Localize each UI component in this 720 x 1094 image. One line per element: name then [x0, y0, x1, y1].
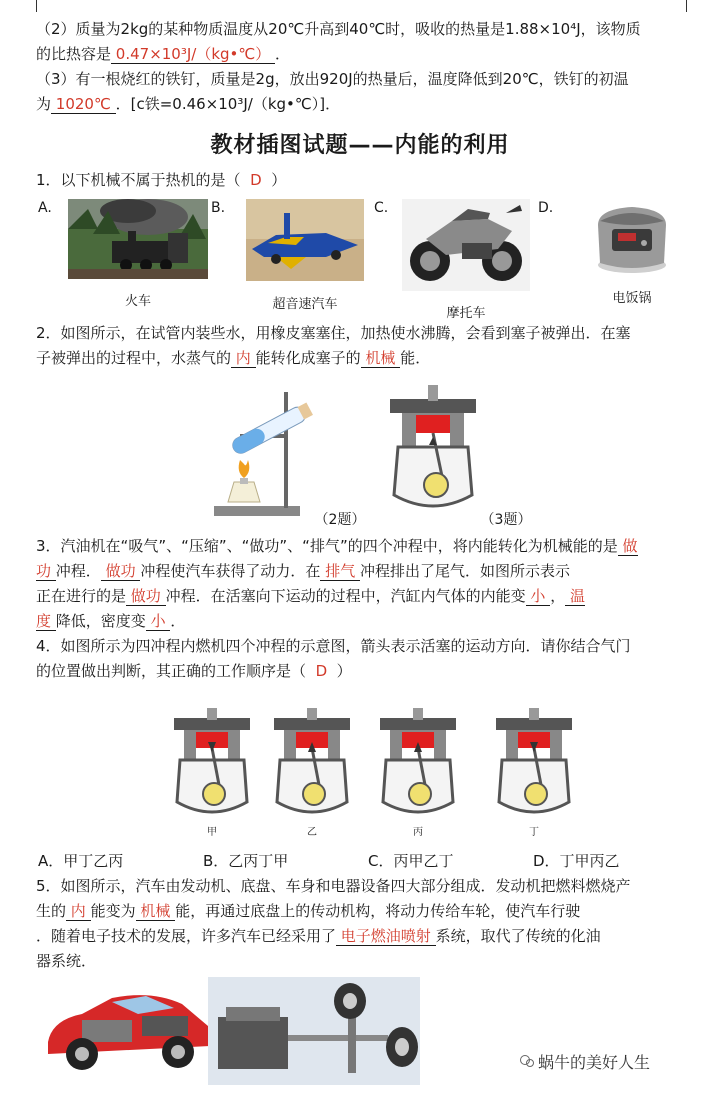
text: ） — [336, 662, 352, 680]
answer-blank — [320, 562, 360, 581]
question-5-answer-3: 电子燃油喷射 — [340, 927, 431, 945]
problem-2-line2 — [36, 42, 704, 67]
question-3-answer-6a: 温 — [569, 587, 585, 605]
question-3-line4 — [36, 609, 704, 634]
text: 冲程排出了尾气．如图所示表示 — [359, 562, 570, 580]
question-3-answer-2: 做功 — [105, 562, 136, 580]
question-2-line2 — [36, 346, 704, 371]
answer-initial-temperature: 1020℃ — [55, 95, 111, 113]
question-3-answer-1a: 做 — [622, 537, 638, 555]
question-5-line2 — [36, 899, 704, 924]
answer-blank — [36, 612, 56, 631]
answer-blank — [526, 587, 551, 606]
text: 为 — [36, 95, 52, 113]
answer-blank — [51, 95, 116, 114]
question-5-line3 — [36, 924, 704, 949]
question-3-answer-5: 小 — [530, 587, 546, 605]
answer-blank — [231, 349, 256, 368]
text: 生的 — [36, 902, 67, 920]
choice-b: B．乙丙丁甲 — [203, 852, 289, 870]
option-c-letter: C. — [374, 200, 389, 216]
question-2-paragraph — [36, 321, 704, 371]
motorcycle-photo — [402, 199, 530, 291]
engine-label-2: 乙 — [307, 827, 317, 838]
question-3-paragraph — [36, 534, 704, 634]
option-c-caption: 摩托车 — [446, 306, 486, 321]
option-d-letter: D. — [538, 200, 554, 216]
text: ．[c铁=0.46×10³J/（kg•℃）]． — [115, 95, 341, 113]
answer-specific-heat: 0.47×10³J/（kg•℃） — [115, 45, 271, 63]
rice-cooker-photo — [592, 199, 672, 277]
question-4-paragraph — [36, 634, 704, 684]
answer-blank — [336, 927, 436, 946]
text: 能变为 — [90, 902, 136, 920]
text: ） — [271, 171, 287, 189]
text: ． — [170, 612, 186, 630]
question-4-answer: D — [315, 662, 328, 680]
question-5-paragraph — [36, 874, 704, 974]
problem-3-line1: （3）有一根烧红的铁钉，质量是2g，放出920J的热量后，温度降低到20℃，铁钉的初温 — [36, 70, 629, 88]
question-2-line1: 2．如图所示，在试管内装些水，用橡皮塞塞住，加热使水沸腾，会看到塞子被弹出．在塞 — [36, 324, 631, 342]
text: 冲程．在活塞向下运动的过程中，汽缸内气体的内能变 — [165, 587, 526, 605]
text: 系统，取代了传统的化油 — [435, 927, 601, 945]
question-5-line1: 5．如图所示，汽车由发动机、底盘、车身和电器设备四大部分组成．发动机把燃料燃烧产 — [36, 877, 631, 895]
engine-label-1: 甲 — [207, 827, 217, 838]
option-b-caption: 超音速汽车 — [272, 297, 338, 312]
engine-label-3: 丙 — [413, 827, 423, 838]
text: 正在进行的是 — [36, 587, 127, 605]
text: ， — [550, 587, 566, 605]
car-cutaway-image — [42, 980, 214, 1076]
text: 能，再通过底盘上的传动机构，将动力传给车轮，使汽车行驶 — [175, 902, 581, 920]
steam-train-photo — [68, 199, 208, 279]
text: 的位置做出判断，其正确的工作顺序是（ — [36, 662, 307, 680]
option-d-caption: 电饭锅 — [612, 291, 652, 306]
watermark-text: 蜗牛的美好人生 — [538, 1053, 651, 1072]
question-3-line2 — [36, 559, 704, 584]
text: 子被弹出的过程中，水蒸气的 — [36, 349, 232, 367]
question-4-line2 — [36, 659, 704, 684]
question-3-answer-4: 做功 — [130, 587, 161, 605]
test-tube-heating-diagram — [210, 382, 320, 522]
problem-2-paragraph — [36, 17, 704, 67]
text: 的比热容是 — [36, 45, 112, 63]
answer-blank — [126, 587, 166, 606]
engine-diagram-4 — [494, 708, 574, 832]
question-3-answer-1b: 功 — [36, 562, 52, 580]
engine-diagram-3 — [378, 708, 458, 832]
answer-blank — [136, 902, 176, 921]
question-2-answer-2: 机械 — [365, 349, 396, 367]
text: 1．以下机械不属于热机的是（ — [36, 171, 241, 189]
option-a-letter: A. — [38, 200, 52, 216]
text: 降低，密度变 — [55, 612, 146, 630]
choice-d: D．丁甲丙乙 — [533, 852, 620, 870]
question-5-answer-2: 机械 — [140, 902, 171, 920]
text: 能转化成塞子的 — [255, 349, 361, 367]
question-4-line1: 4．如图所示为四冲程内燃机四个冲程的示意图，箭头表示活塞的运动方向．请你结合气门 — [36, 637, 631, 655]
page-corner-mark-right — [686, 0, 687, 12]
figure-3-caption: （3题） — [480, 512, 532, 528]
supersonic-car-photo — [246, 199, 364, 281]
question-2-answer-1: 内 — [235, 349, 251, 367]
page-corner-mark-left — [36, 0, 37, 12]
problem-3-line2 — [36, 92, 704, 117]
answer-blank — [565, 587, 585, 606]
question-1-line — [36, 168, 704, 193]
answer-blank — [101, 562, 141, 581]
choice-c: C．丙甲乙丁 — [368, 852, 454, 870]
problem-2-line1: （2）质量为2kg的某种物质温度从20℃升高到40℃时，吸收的热量是1.88×10⁴J，该物质 — [36, 20, 641, 38]
choice-a: A．甲丁乙丙 — [38, 852, 124, 870]
text: ．随着电子技术的发展，许多汽车已经采用了 — [36, 927, 337, 945]
answer-blank — [361, 349, 401, 368]
answer-blank — [36, 562, 56, 581]
engine-cylinder-diagram-q3 — [388, 385, 478, 515]
question-1-answer: D — [250, 171, 262, 189]
answer-blank — [66, 902, 91, 921]
option-b-letter: B. — [211, 200, 226, 216]
question-5-answer-1: 内 — [70, 902, 86, 920]
text: ． — [275, 45, 291, 63]
option-a-caption: 火车 — [124, 294, 151, 309]
answer-blank — [146, 612, 171, 631]
text: 3．汽油机在“吸气”、“压缩”、“做功”、“排气”的四个冲程中，将内能转化为机械能的是 — [36, 537, 618, 555]
question-3-line3 — [36, 584, 704, 609]
engine-label-4: 丁 — [529, 827, 539, 838]
question-3-answer-7: 小 — [150, 612, 166, 630]
engine-diagram-2 — [272, 708, 352, 832]
question-5-line4: 器系统． — [36, 952, 97, 970]
answer-blank — [618, 537, 638, 556]
question-3-answer-3: 排气 — [325, 562, 356, 580]
drivetrain-image — [208, 977, 420, 1085]
text: 冲程． — [55, 562, 101, 580]
section-title: 教材插图试题——内能的利用 — [210, 133, 510, 158]
wechat-icon — [520, 1054, 534, 1068]
engine-diagram-1 — [172, 708, 252, 832]
question-3-answer-6b: 度 — [36, 612, 52, 630]
text: 冲程使汽车获得了动力．在 — [140, 562, 321, 580]
question-3-line1 — [36, 534, 704, 559]
answer-blank — [111, 45, 275, 64]
question-1-stem — [36, 168, 704, 193]
problem-3-paragraph — [36, 67, 704, 117]
text: 能． — [400, 349, 431, 367]
figure-2-caption: （2题） — [314, 512, 366, 528]
